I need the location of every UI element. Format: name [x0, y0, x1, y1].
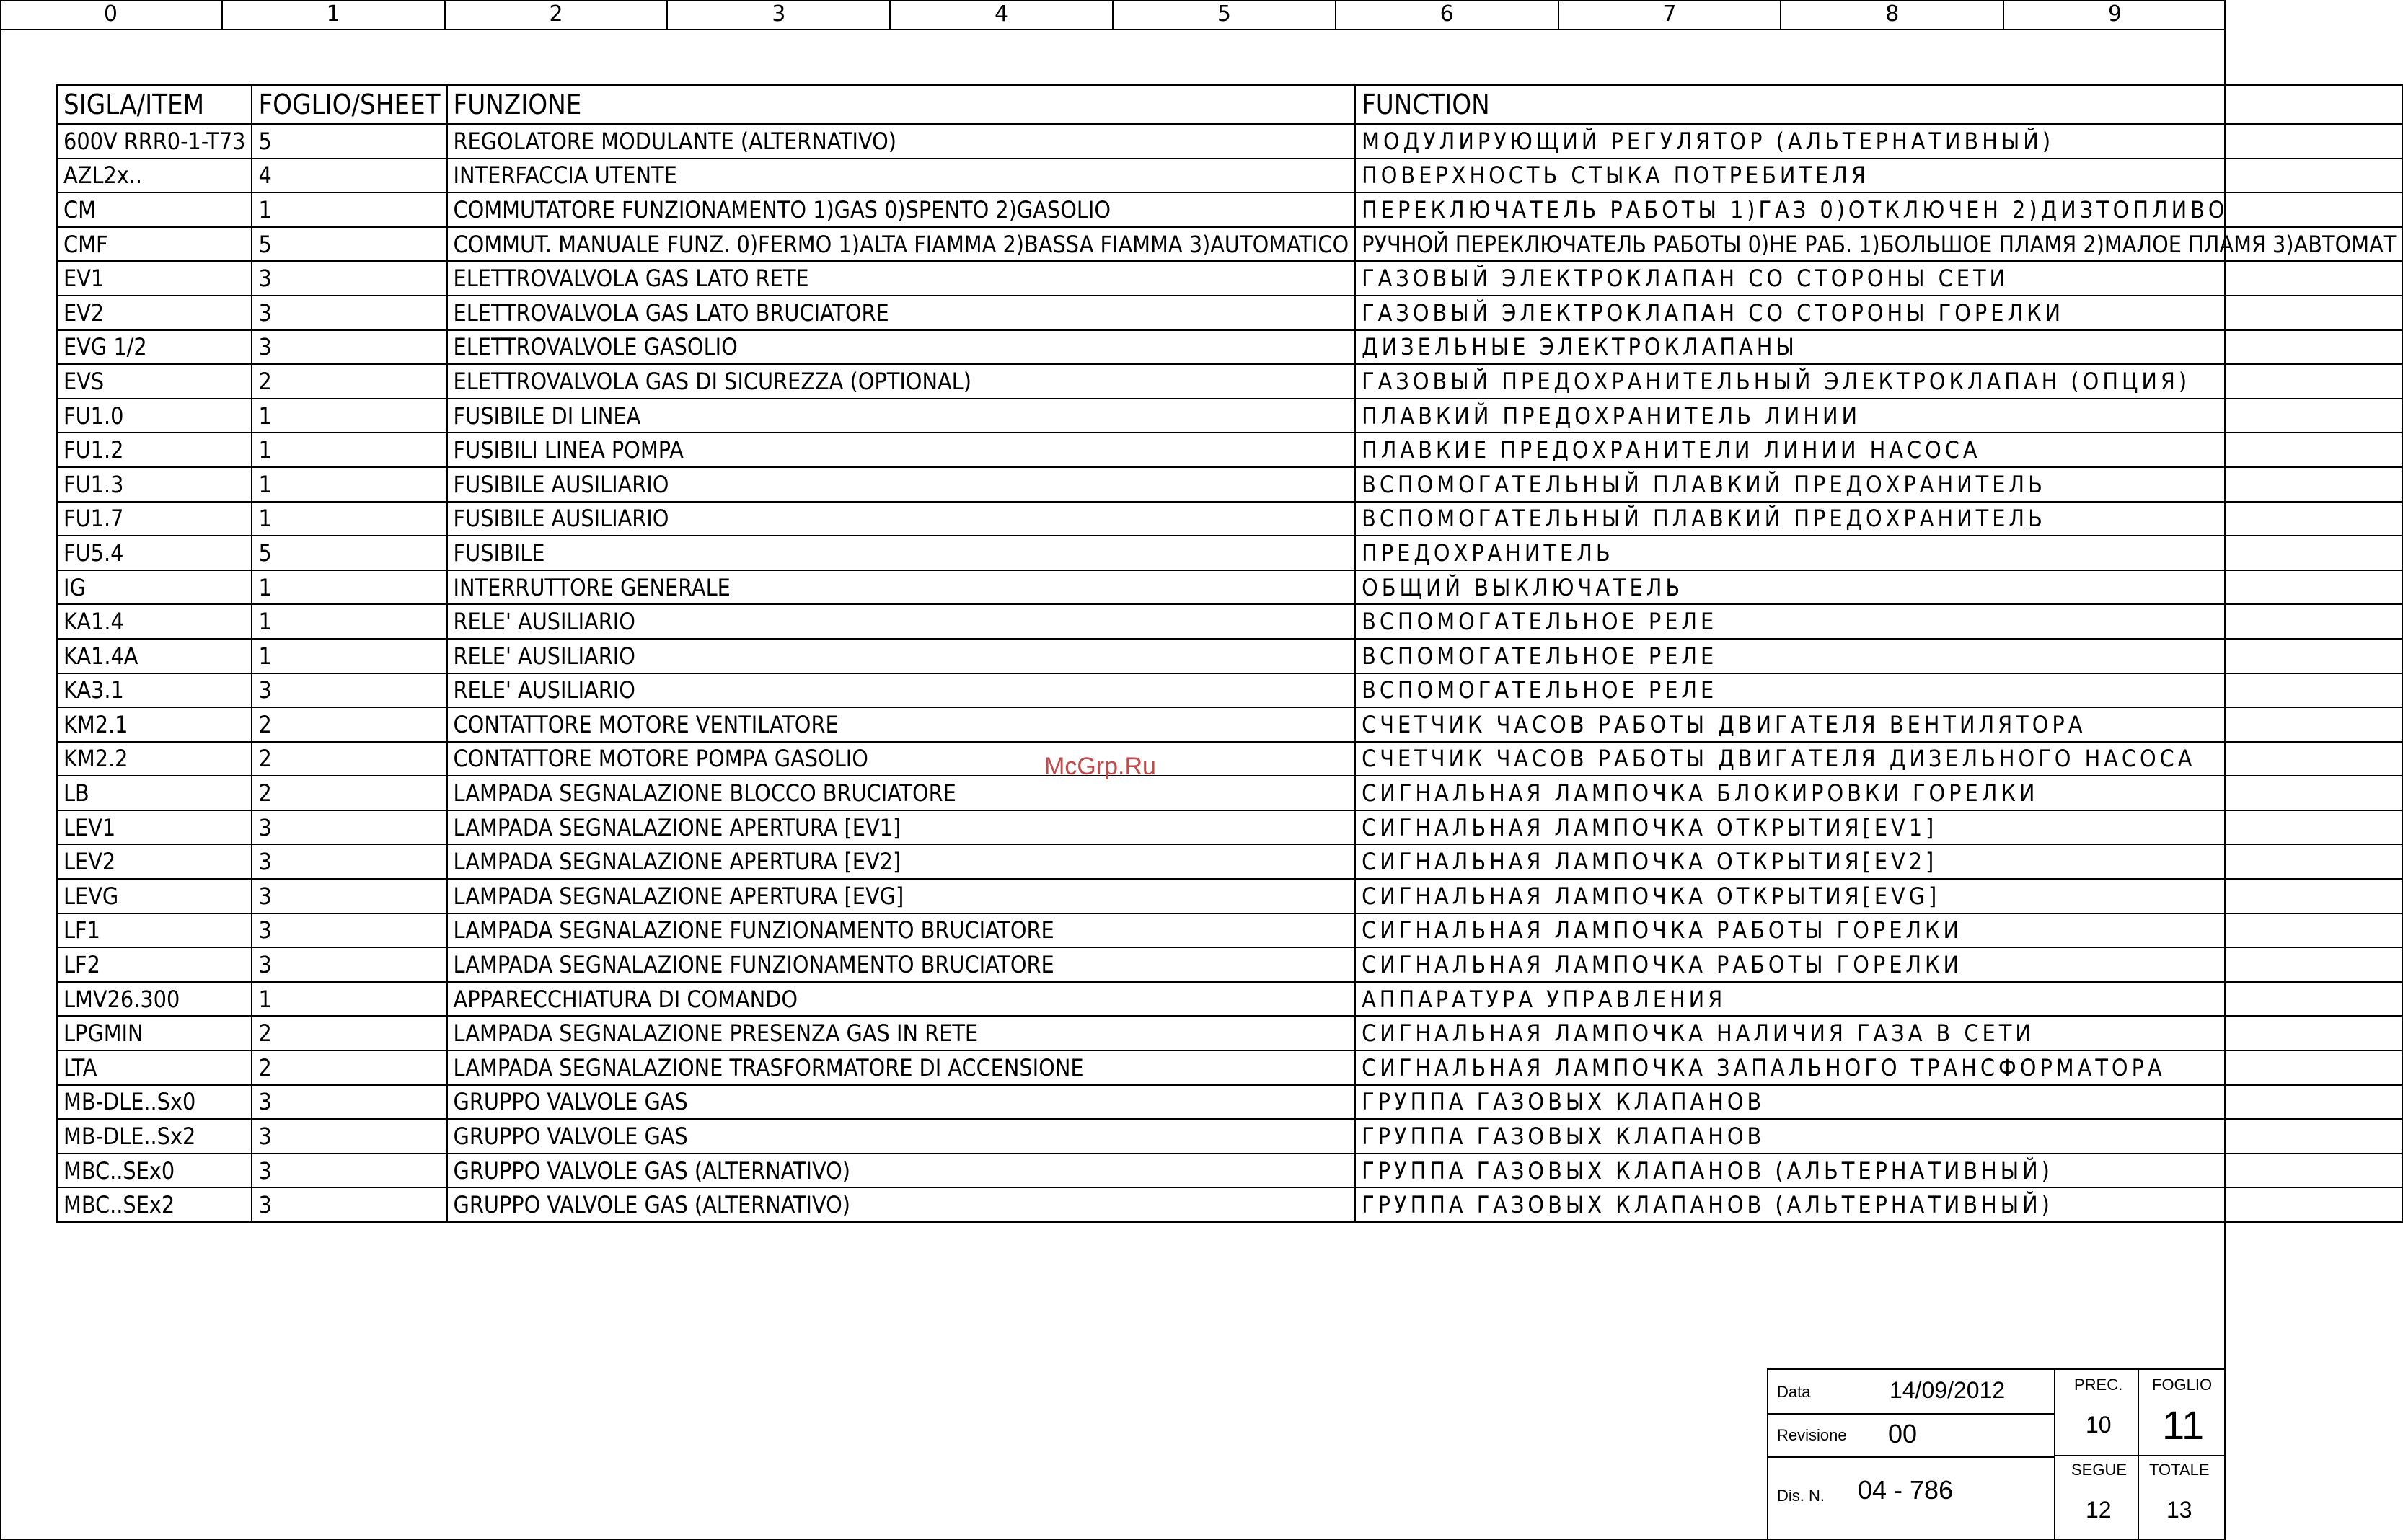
- revisione-label: Revisione: [1777, 1426, 1847, 1444]
- cell-sheet: 2: [252, 1050, 446, 1085]
- table-row: [57, 810, 2402, 845]
- cell-item: AZL2x..: [57, 159, 252, 193]
- cell-funzione: FUSIBILE AUSILIARIO: [447, 467, 1356, 502]
- cell-item: FU5.4: [57, 536, 252, 570]
- cell-function: МОДУЛИРУЮЩИЙ РЕГУЛЯТОР (АЛЬТЕРНАТИВНЫЙ): [1355, 124, 2402, 159]
- cell-sheet: 5: [252, 124, 446, 159]
- table-row: [57, 364, 2402, 399]
- table-row: [57, 947, 2402, 982]
- cell-function: ПЛАВКИЕ ПРЕДОХРАНИТЕЛИ ЛИНИИ НАСОСА: [1355, 433, 2402, 467]
- cell-function: ГРУППА ГАЗОВЫХ КЛАПАНОВ (АЛЬТЕРНАТИВНЫЙ): [1355, 1154, 2402, 1188]
- cell-funzione: RELE' AUSILIARIO: [447, 639, 1356, 673]
- cell-funzione: GRUPPO VALVOLE GAS (ALTERNATIVO): [447, 1154, 1356, 1188]
- table-row: [57, 536, 2402, 570]
- cell-function: СИГНАЛЬНАЯ ЛАМПОЧКА РАБОТЫ ГОРЕЛКИ: [1355, 947, 2402, 982]
- header-function: FUNCTION: [1355, 85, 2402, 124]
- ruler-cell: 2: [446, 0, 669, 29]
- segue-label: SEGUE: [2071, 1461, 2128, 1479]
- cell-item: MB-DLE..Sx2: [57, 1119, 252, 1154]
- table-row: [57, 982, 2402, 1017]
- table-row: [57, 124, 2402, 159]
- table-row: [57, 467, 2402, 502]
- cell-function: ГРУППА ГАЗОВЫХ КЛАПАНОВ: [1355, 1119, 2402, 1154]
- cell-item: EVG 1/2: [57, 330, 252, 365]
- cell-item: MBC..SEx0: [57, 1154, 252, 1188]
- cell-function: ВСПОМОГАТЕЛЬНЫЙ ПЛАВКИЙ ПРЕДОХРАНИТЕЛЬ: [1355, 467, 2402, 502]
- cell-function: СЧЕТЧИК ЧАСОВ РАБОТЫ ДВИГАТЕЛЯ ВЕНТИЛЯТОРА: [1355, 707, 2402, 742]
- cell-funzione: FUSIBILE AUSILIARIO: [447, 502, 1356, 536]
- cell-function: ПЛАВКИЙ ПРЕДОХРАНИТЕЛЬ ЛИНИИ: [1355, 399, 2402, 433]
- cell-funzione: GRUPPO VALVOLE GAS: [447, 1085, 1356, 1120]
- totale-label: TOTALE: [2149, 1461, 2210, 1479]
- cell-item: LEVG: [57, 879, 252, 913]
- watermark: McGrp.Ru: [1044, 753, 1156, 780]
- cell-sheet: 3: [252, 673, 446, 708]
- cell-function: ГАЗОВЫЙ ПРЕДОХРАНИТЕЛЬНЫЙ ЭЛЕКТРОКЛАПАН (ОПЦИЯ): [1355, 364, 2402, 399]
- cell-function: СИГНАЛЬНАЯ ЛАМПОЧКА ОТКРЫТИЯ[EVG]: [1355, 879, 2402, 913]
- table-row: [57, 639, 2402, 673]
- table-row: [57, 742, 2402, 776]
- table-row: [57, 227, 2402, 262]
- cell-function: ПЕРЕКЛЮЧАТЕЛЬ РАБОТЫ 1)ГАЗ 0)ОТКЛЮЧЕН 2)ДИЗТОПЛИВО: [1355, 192, 2402, 227]
- cell-funzione: LAMPADA SEGNALAZIONE TRASFORMATORE DI ACCENSIONE: [447, 1050, 1356, 1085]
- cell-sheet: 1: [252, 639, 446, 673]
- cell-sheet: 1: [252, 399, 446, 433]
- cell-sheet: 1: [252, 604, 446, 639]
- cell-funzione: FUSIBILE DI LINEA: [447, 399, 1356, 433]
- cell-item: FU1.7: [57, 502, 252, 536]
- cell-sheet: 1: [252, 502, 446, 536]
- cell-funzione: LAMPADA SEGNALAZIONE APERTURA [EV1]: [447, 810, 1356, 845]
- cell-funzione: FUSIBILI LINEA POMPA: [447, 433, 1356, 467]
- table-row: [57, 1119, 2402, 1154]
- table-row: [57, 1154, 2402, 1188]
- cell-funzione: CONTATTORE MOTORE VENTILATORE: [447, 707, 1356, 742]
- ruler-cell: 1: [223, 0, 446, 29]
- cell-item: FU1.2: [57, 433, 252, 467]
- cell-funzione: LAMPADA SEGNALAZIONE APERTURA [EV2]: [447, 844, 1356, 879]
- cell-funzione: GRUPPO VALVOLE GAS (ALTERNATIVO): [447, 1187, 1356, 1222]
- table-row: [57, 399, 2402, 433]
- cell-item: FU1.0: [57, 399, 252, 433]
- table-row: [57, 707, 2402, 742]
- ruler-cell: 4: [891, 0, 1114, 29]
- cell-function: СИГНАЛЬНАЯ ЛАМПОЧКА ОТКРЫТИЯ[EV2]: [1355, 844, 2402, 879]
- data-label: Data: [1777, 1383, 1811, 1401]
- cell-funzione: ELETTROVALVOLA GAS DI SICUREZZA (OPTIONAL): [447, 364, 1356, 399]
- cell-funzione: ELETTROVALVOLA GAS LATO BRUCIATORE: [447, 296, 1356, 330]
- table-row: [57, 502, 2402, 536]
- foglio-value: 11: [2162, 1402, 2205, 1448]
- table-row: [57, 296, 2402, 330]
- cell-function: СИГНАЛЬНАЯ ЛАМПОЧКА БЛОКИРОВКИ ГОРЕЛКИ: [1355, 776, 2402, 810]
- cell-item: KA3.1: [57, 673, 252, 708]
- cell-sheet: 1: [252, 467, 446, 502]
- table-row: [57, 1187, 2402, 1222]
- cell-function: СЧЕТЧИК ЧАСОВ РАБОТЫ ДВИГАТЕЛЯ ДИЗЕЛЬНОГО НАСОСА: [1355, 742, 2402, 776]
- ruler-cell: 8: [1781, 0, 2004, 29]
- cell-funzione: LAMPADA SEGNALAZIONE BLOCCO BRUCIATORE: [447, 776, 1356, 810]
- prec-label: PREC.: [2074, 1376, 2123, 1394]
- cell-item: LTA: [57, 1050, 252, 1085]
- table-row: [57, 776, 2402, 810]
- cell-sheet: 3: [252, 1187, 446, 1222]
- cell-function: ПРЕДОХРАНИТЕЛЬ: [1355, 536, 2402, 570]
- cell-funzione: GRUPPO VALVOLE GAS: [447, 1119, 1356, 1154]
- cell-funzione: LAMPADA SEGNALAZIONE PRESENZA GAS IN RETE: [447, 1016, 1356, 1050]
- cell-funzione: RELE' AUSILIARIO: [447, 673, 1356, 708]
- cell-item: KM2.2: [57, 742, 252, 776]
- cell-function: ОБЩИЙ ВЫКЛЮЧАТЕЛЬ: [1355, 570, 2402, 605]
- cell-function: ВСПОМОГАТЕЛЬНОЕ РЕЛЕ: [1355, 604, 2402, 639]
- table-row: [57, 192, 2402, 227]
- cell-sheet: 3: [252, 844, 446, 879]
- cell-item: LB: [57, 776, 252, 810]
- cell-function: ГАЗОВЫЙ ЭЛЕКТРОКЛАПАН СО СТОРОНЫ СЕТИ: [1355, 261, 2402, 296]
- prec-value: 10: [2086, 1412, 2112, 1438]
- cell-sheet: 1: [252, 192, 446, 227]
- header-item: SIGLA/ITEM: [57, 85, 252, 124]
- cell-sheet: 2: [252, 364, 446, 399]
- cell-item: IG: [57, 570, 252, 605]
- cell-item: EV1: [57, 261, 252, 296]
- cell-function: СИГНАЛЬНАЯ ЛАМПОЧКА НАЛИЧИЯ ГАЗА В СЕТИ: [1355, 1016, 2402, 1050]
- dis-value: 04 - 786: [1858, 1475, 1954, 1505]
- header-sheet: FOGLIO/SHEET: [252, 85, 446, 124]
- cell-funzione: REGOLATORE MODULANTE (ALTERNATIVO): [447, 124, 1356, 159]
- revisione-value: 00: [1888, 1419, 1918, 1448]
- cell-sheet: 1: [252, 570, 446, 605]
- cell-item: LPGMIN: [57, 1016, 252, 1050]
- cell-function: ДИЗЕЛЬНЫЕ ЭЛЕКТРОКЛАПАНЫ: [1355, 330, 2402, 365]
- cell-function: СИГНАЛЬНАЯ ЛАМПОЧКА ОТКРЫТИЯ[EV1]: [1355, 810, 2402, 845]
- table-row: [57, 1050, 2402, 1085]
- foglio-label: FOGLIO: [2152, 1376, 2213, 1394]
- ruler-cell: 0: [0, 0, 223, 29]
- title-block: [1767, 1368, 2226, 1540]
- cell-item: LF2: [57, 947, 252, 982]
- cell-sheet: 3: [252, 810, 446, 845]
- cell-function: ВСПОМОГАТЕЛЬНОЕ РЕЛЕ: [1355, 673, 2402, 708]
- cell-item: LMV26.300: [57, 982, 252, 1017]
- cell-sheet: 3: [252, 1154, 446, 1188]
- cell-item: KA1.4A: [57, 639, 252, 673]
- ruler-cell: 7: [1559, 0, 1782, 29]
- cell-funzione: RELE' AUSILIARIO: [447, 604, 1356, 639]
- cell-funzione: LAMPADA SEGNALAZIONE FUNZIONAMENTO BRUCIATORE: [447, 913, 1356, 948]
- cell-function: ВСПОМОГАТЕЛЬНОЕ РЕЛЕ: [1355, 639, 2402, 673]
- table-row: [57, 913, 2402, 948]
- cell-sheet: 2: [252, 776, 446, 810]
- cell-sheet: 3: [252, 261, 446, 296]
- cell-funzione: COMMUT. MANUALE FUNZ. 0)FERMO 1)ALTA FIAMMA 2)BASSA FIAMMA 3)AUTOMATICO: [447, 227, 1356, 262]
- table-row: [57, 879, 2402, 913]
- header-funzione: FUNZIONE: [447, 85, 1356, 124]
- cell-sheet: 2: [252, 1016, 446, 1050]
- cell-item: 600V RRR0-1-T73: [57, 124, 252, 159]
- cell-item: EVS: [57, 364, 252, 399]
- table-row: [57, 1016, 2402, 1050]
- cell-item: LEV2: [57, 844, 252, 879]
- table-header-row: [57, 85, 2402, 124]
- table-row: [57, 159, 2402, 193]
- cell-sheet: 3: [252, 1119, 446, 1154]
- cell-function: АППАРАТУРА УПРАВЛЕНИЯ: [1355, 982, 2402, 1017]
- cell-sheet: 3: [252, 330, 446, 365]
- cell-item: MBC..SEx2: [57, 1187, 252, 1222]
- cell-item: KM2.1: [57, 707, 252, 742]
- cell-funzione: ELETTROVALVOLE GASOLIO: [447, 330, 1356, 365]
- cell-sheet: 4: [252, 159, 446, 193]
- cell-function: РУЧНОЙ ПЕРЕКЛЮЧАТЕЛЬ РАБОТЫ 0)НЕ РАБ. 1)БОЛЬШОЕ ПЛАМЯ 2)МАЛОЕ ПЛАМЯ 3)АВТОМАТ: [1355, 227, 2402, 262]
- cell-sheet: 3: [252, 947, 446, 982]
- cell-sheet: 2: [252, 707, 446, 742]
- cell-item: EV2: [57, 296, 252, 330]
- cell-sheet: 3: [252, 296, 446, 330]
- table-row: [57, 604, 2402, 639]
- cell-item: CMF: [57, 227, 252, 262]
- table-row: [57, 1085, 2402, 1120]
- table-row: [57, 844, 2402, 879]
- ruler-cell: 9: [2108, 1, 2122, 27]
- cell-function: ГАЗОВЫЙ ЭЛЕКТРОКЛАПАН СО СТОРОНЫ ГОРЕЛКИ: [1355, 296, 2402, 330]
- ruler-cell: 5: [1114, 0, 1336, 29]
- cell-funzione: CONTATTORE MOTORE POMPA GASOLIO: [447, 742, 1356, 776]
- table-row: [57, 261, 2402, 296]
- data-value: 14/09/2012: [1890, 1377, 2006, 1403]
- cell-sheet: 1: [252, 433, 446, 467]
- table-row: [57, 433, 2402, 467]
- cell-funzione: APPARECCHIATURA DI COMANDO: [447, 982, 1356, 1017]
- cell-sheet: 3: [252, 1085, 446, 1120]
- cell-function: ПОВЕРХНОСТЬ СТЫКА ПОТРЕБИТЕЛЯ: [1355, 159, 2402, 193]
- table-row: [57, 673, 2402, 708]
- cell-funzione: INTERFACCIA UTENTE: [447, 159, 1356, 193]
- cell-funzione: LAMPADA SEGNALAZIONE FUNZIONAMENTO BRUCIATORE: [447, 947, 1356, 982]
- cell-funzione: COMMUTATORE FUNZIONAMENTO 1)GAS 0)SPENTO 2)GASOLIO: [447, 192, 1356, 227]
- totale-value: 13: [2166, 1497, 2192, 1523]
- cell-function: ГРУППА ГАЗОВЫХ КЛАПАНОВ (АЛЬТЕРНАТИВНЫЙ): [1355, 1187, 2402, 1222]
- cell-function: СИГНАЛЬНАЯ ЛАМПОЧКА РАБОТЫ ГОРЕЛКИ: [1355, 913, 2402, 948]
- ruler-cell: 6: [1336, 0, 1559, 29]
- cell-function: ГРУППА ГАЗОВЫХ КЛАПАНОВ: [1355, 1085, 2402, 1120]
- cell-funzione: LAMPADA SEGNALAZIONE APERTURA [EVG]: [447, 879, 1356, 913]
- component-legend-table: [56, 84, 2403, 1223]
- cell-sheet: 3: [252, 879, 446, 913]
- column-ruler: [0, 0, 2226, 30]
- cell-funzione: INTERRUTTORE GENERALE: [447, 570, 1356, 605]
- cell-funzione: FUSIBILE: [447, 536, 1356, 570]
- cell-function: СИГНАЛЬНАЯ ЛАМПОЧКА ЗАПАЛЬНОГО ТРАНСФОРМАТОРА: [1355, 1050, 2402, 1085]
- cell-sheet: 3: [252, 913, 446, 948]
- cell-item: FU1.3: [57, 467, 252, 502]
- dis-label: Dis. N.: [1777, 1487, 1825, 1505]
- cell-item: LEV1: [57, 810, 252, 845]
- cell-function: ВСПОМОГАТЕЛЬНЫЙ ПЛАВКИЙ ПРЕДОХРАНИТЕЛЬ: [1355, 502, 2402, 536]
- ruler-cell: 3: [668, 0, 891, 29]
- cell-item: KA1.4: [57, 604, 252, 639]
- cell-sheet: 5: [252, 536, 446, 570]
- cell-item: CM: [57, 192, 252, 227]
- cell-item: LF1: [57, 913, 252, 948]
- segue-value: 12: [2086, 1497, 2112, 1523]
- cell-sheet: 1: [252, 982, 446, 1017]
- cell-sheet: 5: [252, 227, 446, 262]
- cell-funzione: ELETTROVALVOLA GAS LATO RETE: [447, 261, 1356, 296]
- table-row: [57, 570, 2402, 605]
- cell-item: MB-DLE..Sx0: [57, 1085, 252, 1120]
- cell-sheet: 2: [252, 742, 446, 776]
- table-row: [57, 330, 2402, 365]
